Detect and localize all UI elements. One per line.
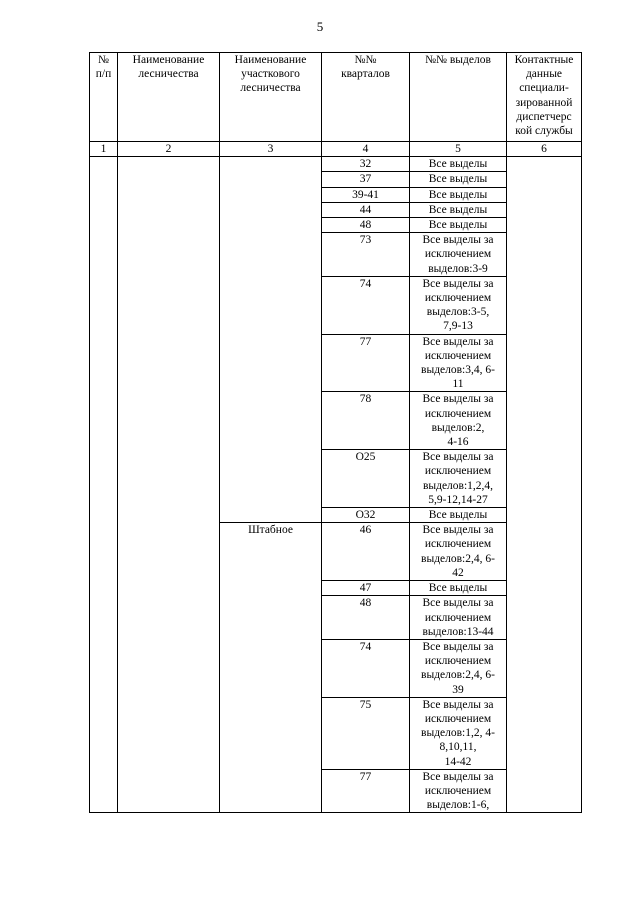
header-contact-data: Контактные данные специали- зированной диспетчерс кой службы [507,53,582,142]
row-number-cell [90,157,118,813]
quarter-cell: 39-41 [322,187,410,202]
sections-cell: Все выделы за исключением выделов:1,2, 4- 8,10,11, 14-42 [410,697,507,769]
sections-cell: Все выделы [410,202,507,217]
quarter-cell: 44 [322,202,410,217]
quarter-cell: 48 [322,218,410,233]
quarter-cell: 78 [322,392,410,450]
quarter-cell: О25 [322,450,410,508]
sections-cell: Все выделы за исключением выделов:2,4, 6- 39 [410,639,507,697]
table-row [90,157,582,172]
quarter-cell: 73 [322,233,410,277]
sections-cell: Все выделы [410,218,507,233]
sections-cell: Все выделы [410,581,507,596]
sections-cell: Все выделы за исключением выделов:3-5, 7,9-13 [410,276,507,334]
header-number: № п/п [90,53,118,142]
sections-cell: Все выделы за исключением выделов:1-6, [410,769,507,813]
sections-cell: Все выделы за исключением выделов:2, 4-16 [410,392,507,450]
forestry-name-cell [118,157,220,813]
sections-cell: Все выделы [410,172,507,187]
header-row [90,53,582,142]
sections-cell: Все выделы [410,157,507,172]
district-forestry-cell [220,157,322,523]
quarter-cell: 77 [322,334,410,392]
column-number-row [90,142,582,157]
quarter-cell: 48 [322,596,410,640]
header-sections: №№ выделов [410,53,507,142]
sections-cell: Все выделы за исключением выделов:3,4, 6- 11 [410,334,507,392]
column-number: 3 [220,142,322,157]
district-forestry-cell: Штабное [220,523,322,813]
quarter-cell: О32 [322,508,410,523]
sections-cell: Все выделы [410,187,507,202]
header-forestry-name: Наименование лесничества [118,53,220,142]
quarter-cell: 75 [322,697,410,769]
quarter-cell: 46 [322,523,410,581]
quarter-cell: 47 [322,581,410,596]
sections-cell: Все выделы [410,508,507,523]
quarter-cell: 32 [322,157,410,172]
quarter-cell: 37 [322,172,410,187]
column-number: 4 [322,142,410,157]
column-number: 2 [118,142,220,157]
sections-cell: Все выделы за исключением выделов:1,2,4, 5,9-12,14-27 [410,450,507,508]
sections-cell: Все выделы за исключением выделов:3-9 [410,233,507,277]
quarter-cell: 74 [322,639,410,697]
sections-cell: Все выделы за исключением выделов:13-44 [410,596,507,640]
column-number: 5 [410,142,507,157]
contact-data-cell [507,157,582,813]
column-number: 6 [507,142,582,157]
quarter-cell: 77 [322,769,410,813]
column-number: 1 [90,142,118,157]
page-number: 5 [316,19,324,34]
header-district-forestry-name: Наименование участкового лесничества [220,53,322,142]
header-quarters: №№ кварталов [322,53,410,142]
quarter-cell: 74 [322,276,410,334]
forestry-table [89,52,582,813]
sections-cell: Все выделы за исключением выделов:2,4, 6- 42 [410,523,507,581]
